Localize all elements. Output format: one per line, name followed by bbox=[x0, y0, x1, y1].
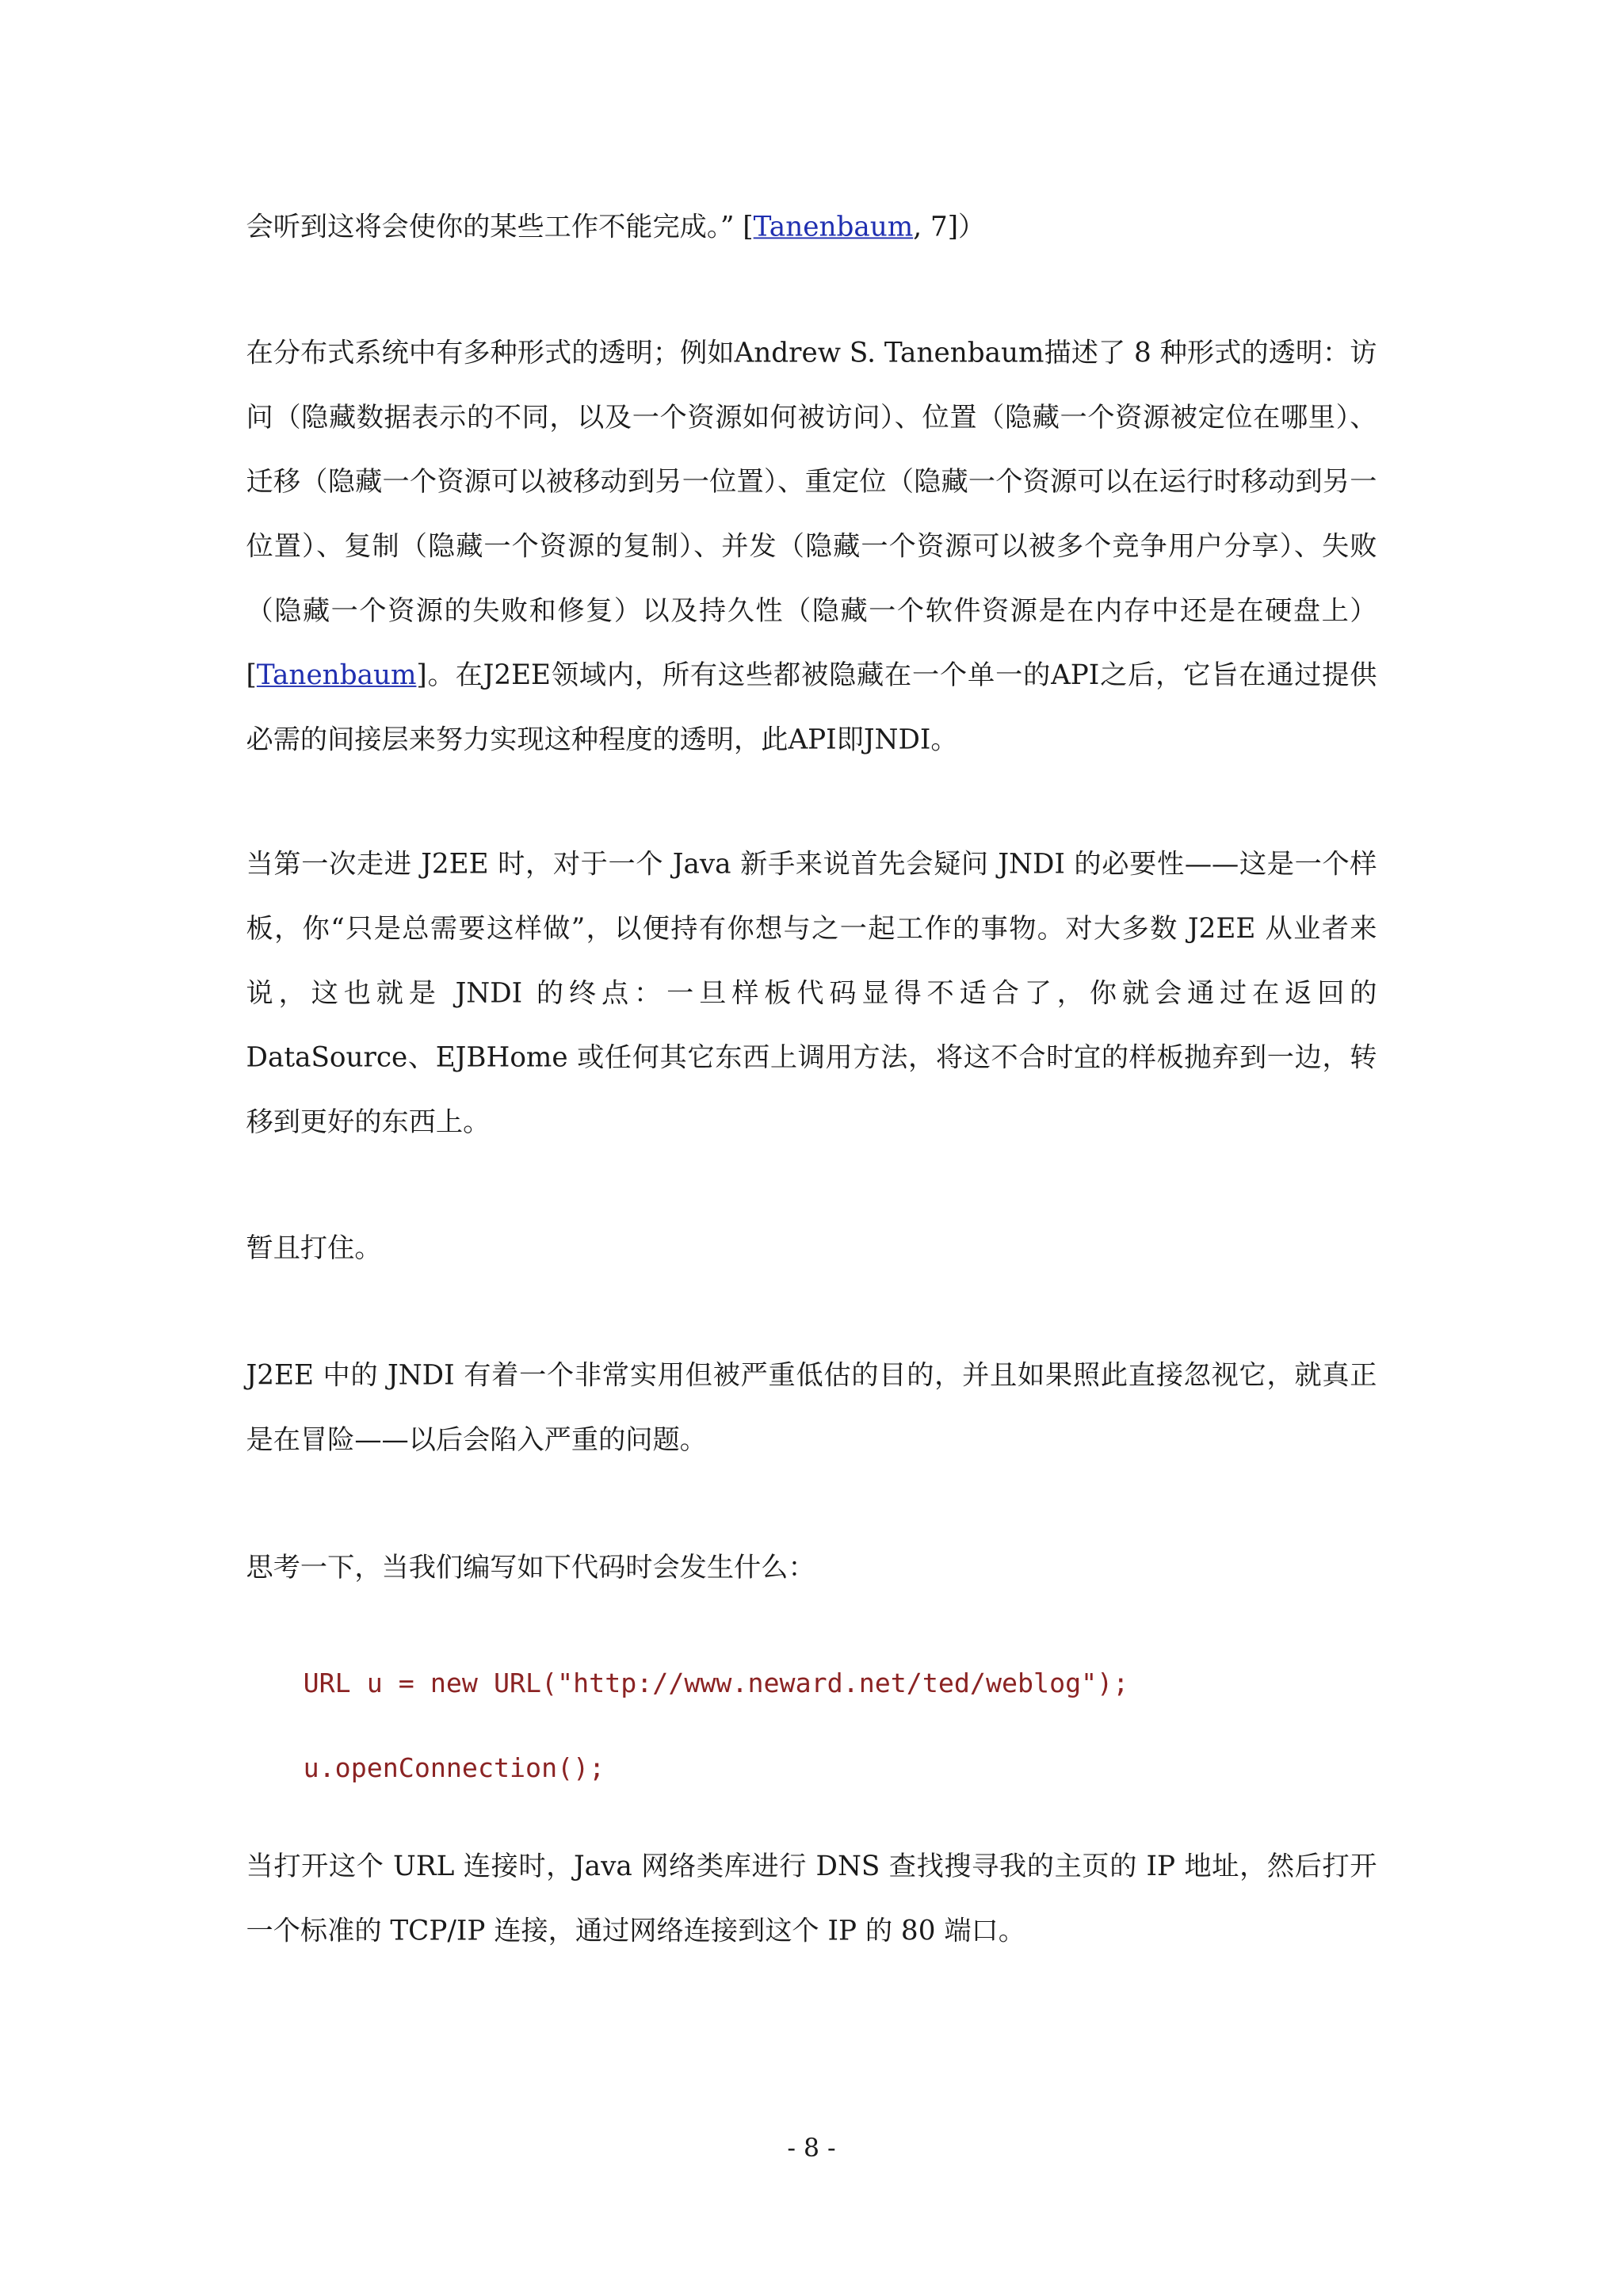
paragraph-1-text: 会听到这将会使你的某些工作不能完成。” [ bbox=[246, 212, 754, 243]
citation-link-tanenbaum-2[interactable]: Tanenbaum bbox=[256, 660, 417, 692]
paragraph-1 bbox=[246, 197, 1377, 261]
code-line-2: u.openConnection(); bbox=[303, 1753, 605, 1785]
paragraph-4: 暂且打住。 bbox=[246, 1233, 382, 1265]
code-line-1: URL u = new URL("http://www.neward.net/ted/weblog"); bbox=[303, 1668, 1129, 1700]
paragraph-7: 当打开这个 URL 连接时，Java 网络类库进行 DNS 查找搜寻我的主页的 IP 地址，然后打开一个标准的 TCP/IP 连接，通过网络连接到这个 IP 的 80 端口。 bbox=[246, 1851, 1377, 1947]
paragraph-5: J2EE 中的 JNDI 有着一个非常实用但被严重低估的目的，并且如果照此直接忽视它，就真正是在冒险——以后会陷入严重的问题。 bbox=[246, 1361, 1377, 1457]
page-number: - 8 - bbox=[787, 2134, 836, 2164]
paragraph-3: 当第一次走进 J2EE 时，对于一个 Java 新手来说首先会疑问 JNDI 的必要性——这是一个样板，你“只是总需要这样做”，以便持有你想与之一起工作的事物。对大多数 J2EE 从业者来说，这也就是 JNDI 的终点：一旦样板代码显得不适合了，你就会通过在返回的 DataSource、EJBHome 或任何其它东西上调用方法，将这不合时宜的样板抛弃到一边，转移到更好的东西上。 bbox=[246, 850, 1377, 1139]
paragraph-1-tail: , 7]） bbox=[913, 212, 986, 243]
paragraph-2-text: 在分布式系统中有多种形式的透明；例如Andrew S. Tanenbaum描述了 8 种形式的透明：访问（隐藏数据表示的不同，以及一个资源如何被访问）、位置（隐藏一个资源被定位在哪里）、迁移（隐藏一个资源可以被移动到另一位置）、重定位（隐藏一个资源可以在运行时移动到另一位置）、复制（隐藏一个资源的复制）、并发（隐藏一个资源可以被多个竞争用户分享）、失败（隐藏一个资源的失败和修复）以及持久性（隐藏一个软件资源是在内存中还是在硬盘上）[ bbox=[246, 338, 1377, 692]
paragraph-2-tail: ]。在J2EE领域内，所有这些都被隐藏在一个单一的API之后，它旨在通过提供必需的间接层来努力实现这种程度的透明，此API即JNDI。 bbox=[246, 660, 1377, 756]
paragraph-2 bbox=[246, 323, 1377, 774]
paragraph-6: 思考一下，当我们编写如下代码时会发生什么： bbox=[246, 1553, 815, 1584]
citation-link-tanenbaum[interactable]: Tanenbaum bbox=[753, 212, 914, 243]
